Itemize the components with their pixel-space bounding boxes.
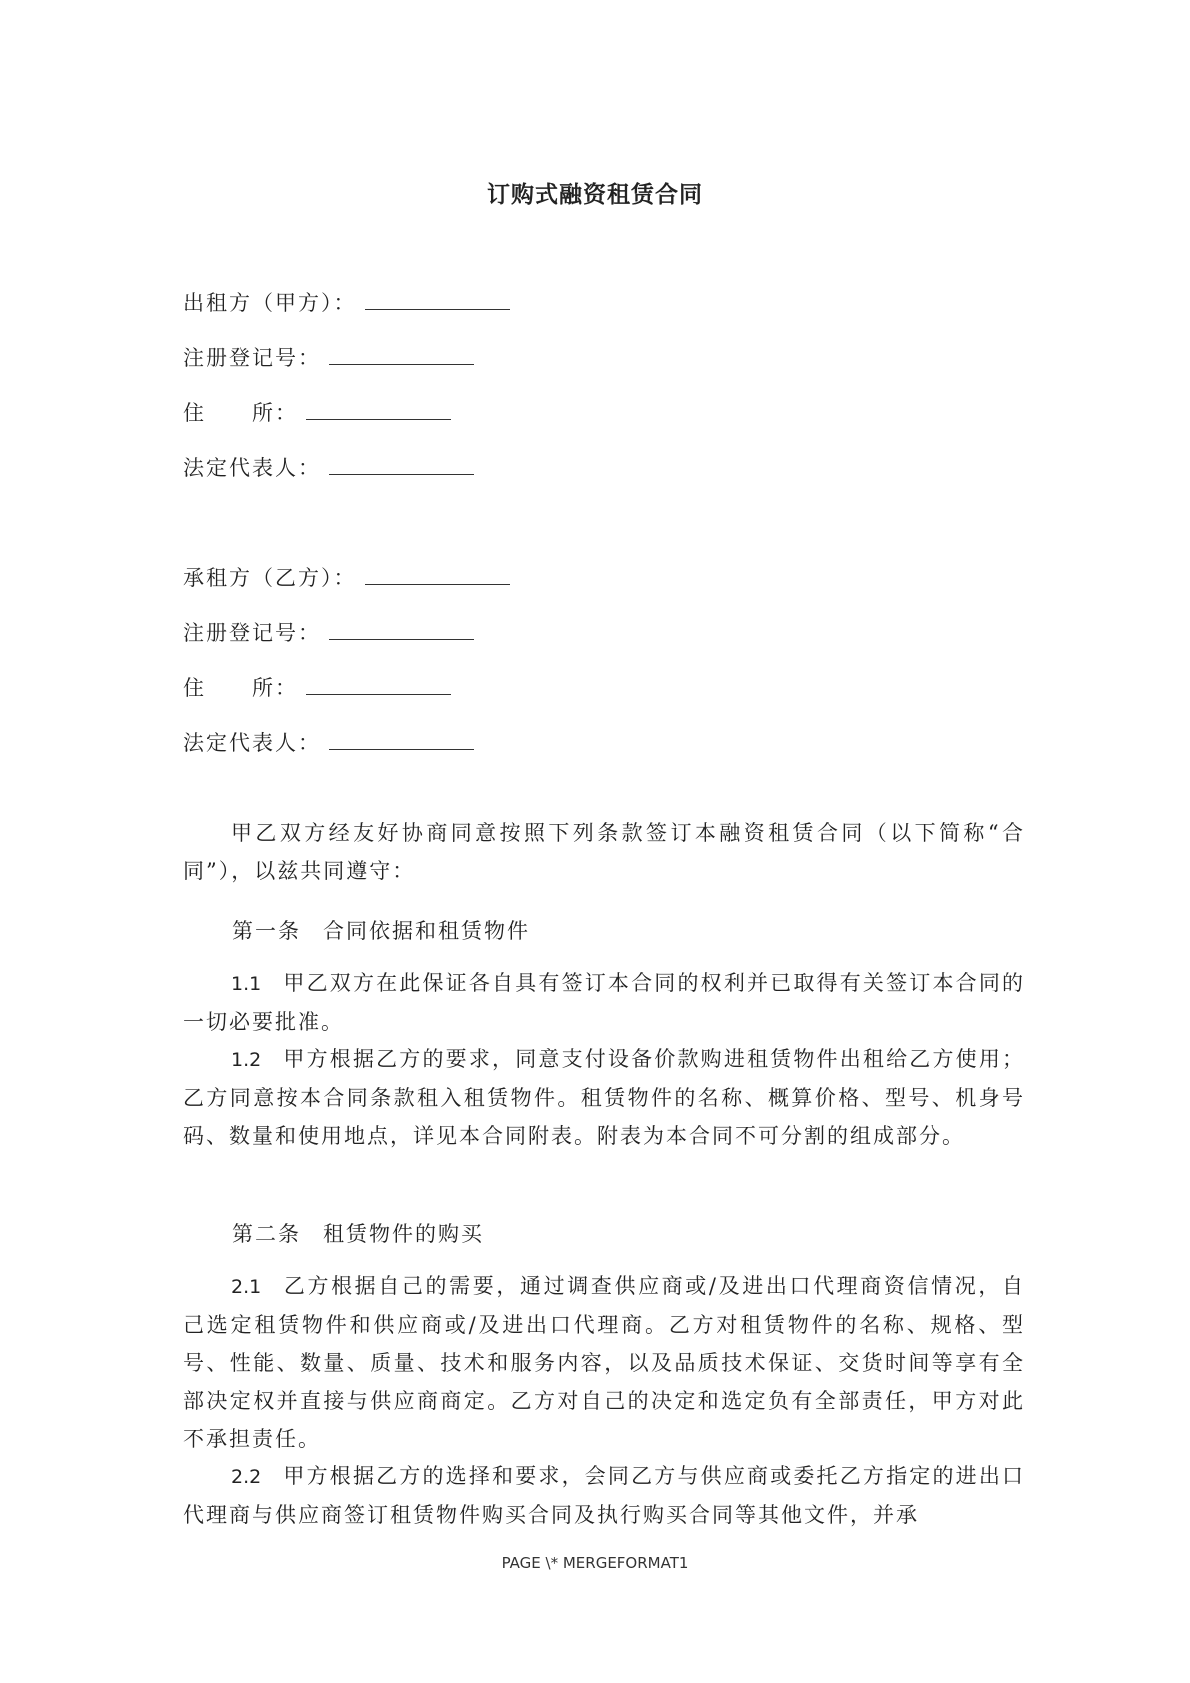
lessor-rep-field <box>183 455 474 481</box>
document-title: 订购式融资租赁合同 <box>487 182 703 208</box>
article2-title: 租赁物件的购买 <box>323 1222 484 1246</box>
lessee-party-blank[interactable] <box>365 583 510 585</box>
lessee-address-blank[interactable] <box>306 693 451 695</box>
article2-heading <box>232 1218 484 1248</box>
clause-2-1-text: 乙方根据自己的需要，通过调查供应商或/及进出口代理商资信情况，自己选定租赁物件和供应商或/及进出口代理商。乙方对租赁物件的名称、规格、型号、性能、数量、质量、技术和服务内容，以及品质技术保证、交货时间等享有全部决定权并直接与供应商商定。乙方对自己的决定和选定负有全部责任，甲方对此不承担责任。 <box>183 1274 1025 1451</box>
lessee-address-field <box>183 675 451 701</box>
lessee-reg-blank[interactable] <box>329 638 474 640</box>
article1-heading <box>232 915 530 945</box>
lessor-party-blank[interactable] <box>365 308 510 310</box>
clause-1-2 <box>183 1040 1025 1155</box>
lessor-reg-blank[interactable] <box>329 363 474 365</box>
lessor-party-label: 出租方（甲方）： <box>183 291 357 315</box>
lessor-address-field <box>183 400 451 426</box>
lessor-reg-field <box>183 345 474 371</box>
lessee-rep-blank[interactable] <box>329 748 474 750</box>
lessee-party-field <box>183 565 510 591</box>
lessee-address-label: 住 所： <box>183 676 298 700</box>
clause-1-2-text: 甲方根据乙方的要求，同意支付设备价款购进租赁物件出租给乙方使用；乙方同意按本合同条款租入租赁物件。租赁物件的名称、概算价格、型号、机身号码、数量和使用地点，详见本合同附表。附表为本合同不可分割的组成部分。 <box>183 1047 1025 1148</box>
clause-2-2 <box>183 1457 1025 1534</box>
page-footer: PAGE \* MERGEFORMAT1 <box>501 1554 689 1572</box>
lessee-party-label: 承租方（乙方）： <box>183 566 357 590</box>
article1-title: 合同依据和租赁物件 <box>323 919 530 943</box>
lessor-rep-blank[interactable] <box>329 473 474 475</box>
clause-1-1-text: 甲乙双方在此保证各自具有签订本合同的权利并已取得有关签订本合同的一切必要批准。 <box>183 971 1025 1034</box>
intro-paragraph: 甲乙双方经友好协商同意按照下列条款签订本融资租赁合同（以下简称“合同”），以兹共同遵守： <box>183 821 1025 883</box>
clause-2-2-number: 2.2 <box>231 1466 262 1488</box>
clause-1-2-number: 1.2 <box>231 1049 262 1071</box>
lessor-party-field <box>183 290 510 316</box>
clause-2-1-number: 2.1 <box>231 1276 262 1298</box>
article1-number: 第一条 <box>232 919 301 943</box>
lessee-reg-field <box>183 620 474 646</box>
clause-2-1 <box>183 1267 1025 1458</box>
clause-1-1-number: 1.1 <box>231 973 262 995</box>
article2-number: 第二条 <box>232 1222 301 1246</box>
lessee-rep-field <box>183 730 474 756</box>
lessee-rep-label: 法定代表人： <box>183 731 321 755</box>
lessor-reg-label: 注册登记号： <box>183 346 321 370</box>
lessee-reg-label: 注册登记号： <box>183 621 321 645</box>
clause-1-1 <box>183 964 1025 1041</box>
clause-2-2-text: 甲方根据乙方的选择和要求，会同乙方与供应商或委托乙方指定的进出口代理商与供应商签订租赁物件购买合同及执行购买合同等其他文件，并承 <box>183 1464 1025 1527</box>
lessor-address-label: 住 所： <box>183 401 298 425</box>
lessor-address-blank[interactable] <box>306 418 451 420</box>
lessor-rep-label: 法定代表人： <box>183 456 321 480</box>
